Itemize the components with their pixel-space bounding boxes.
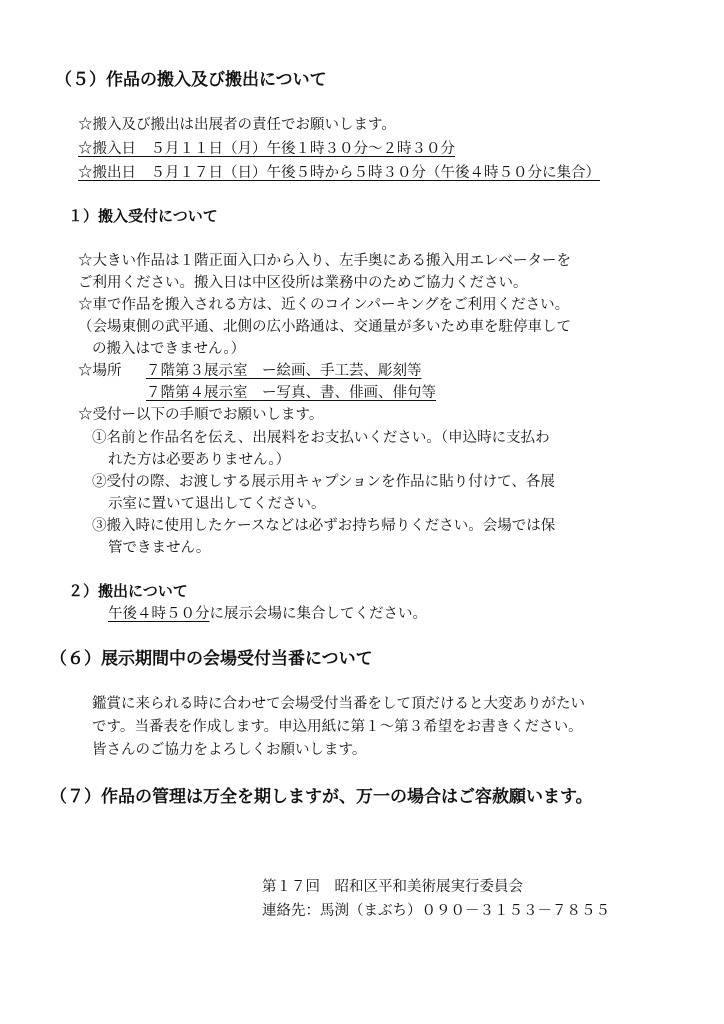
place-room-3: ７階第３展示室 ー絵画、手工芸、彫刻等	[146, 363, 422, 379]
step-2-line2: 示室に置いて退出してください。	[108, 496, 326, 512]
organizer-name: 第１７回 昭和区平和美術展実行委員会	[262, 879, 523, 895]
step-1-line1: ①名前と作品名を伝え、出展料をお支払いください。（申込時に支払わ	[92, 430, 550, 446]
duty-note-line1: 鑑賞に来られる時に合わせて会場受付当番をして頂だけると大変ありがたい	[92, 696, 585, 712]
subsection-carry-in-title: １）搬入受付について	[68, 207, 218, 225]
no-parking-note-line2: の搬入はできません。）	[92, 341, 246, 357]
carry-out-gather-time: 午後４時５０分	[108, 606, 210, 622]
carry-in-date: ☆搬入日 ５月１１日（月）午後１時３０分～２時３０分	[78, 141, 455, 157]
duty-note-line3: 皆さんのご協力をよろしくお願いします。	[92, 742, 367, 758]
duty-note-line2: です。当番表を作成します。申込用紙に第１～第３希望をお書きください。	[92, 719, 583, 735]
step-3-line2: 管できません。	[108, 540, 211, 556]
section-5-title: （５）作品の搬入及び搬出について	[55, 70, 327, 90]
section-6-title: （６）展示期間中の会場受付当番について	[50, 649, 373, 669]
carry-responsibility-note: ☆搬入及び搬出は出展者の責任でお願いします。	[78, 117, 396, 133]
step-3-line1: ③搬入時に使用したケースなどは必ずお持ち帰りください。会場では保	[92, 518, 556, 534]
car-parking-note: ☆車で作品を搬入される方は、近くのコインパーキングをご利用ください。	[78, 297, 570, 313]
contact-info: 連絡先：馬渕（まぶち）０９０－３１５３－７８５５	[262, 903, 610, 919]
carry-out-gather-rest: に展示会場に集合してください。	[209, 606, 427, 622]
no-parking-note-line1: （会場東側の武平通、北側の広小路通は、交通量が多いため車を駐停車して	[78, 319, 571, 335]
section-7-title: （７）作品の管理は万全を期しますが、万一の場合はご容赦願います。	[50, 787, 593, 807]
large-work-note-line1: ☆大きい作品は１階正面入口から入り、左手奥にある搬入用エレベーターを	[78, 253, 571, 269]
carry-out-gather-note	[108, 607, 427, 622]
place-label: ☆場所	[78, 363, 122, 379]
reception-procedure-title: ☆受付ー以下の手順でお願いします。	[78, 407, 324, 423]
large-work-note-line2: ご利用ください。搬入日は中区役所は業務中のためご協力ください。	[78, 275, 528, 291]
subsection-carry-out-title: ２）搬出について	[68, 582, 188, 600]
step-2-line1: ②受付の際、お渡しする展示用キャプションを作品に貼り付けて、各展	[92, 474, 555, 490]
carry-out-date: ☆搬出日 ５月１７日（日）午後５時から５時３０分（午後４時５０分に集合）	[78, 165, 600, 181]
step-1-line2: れた方は必要ありません。）	[108, 452, 291, 468]
place-room-4: ７階第４展示室 ー写真、書、俳画、俳句等	[146, 385, 436, 401]
